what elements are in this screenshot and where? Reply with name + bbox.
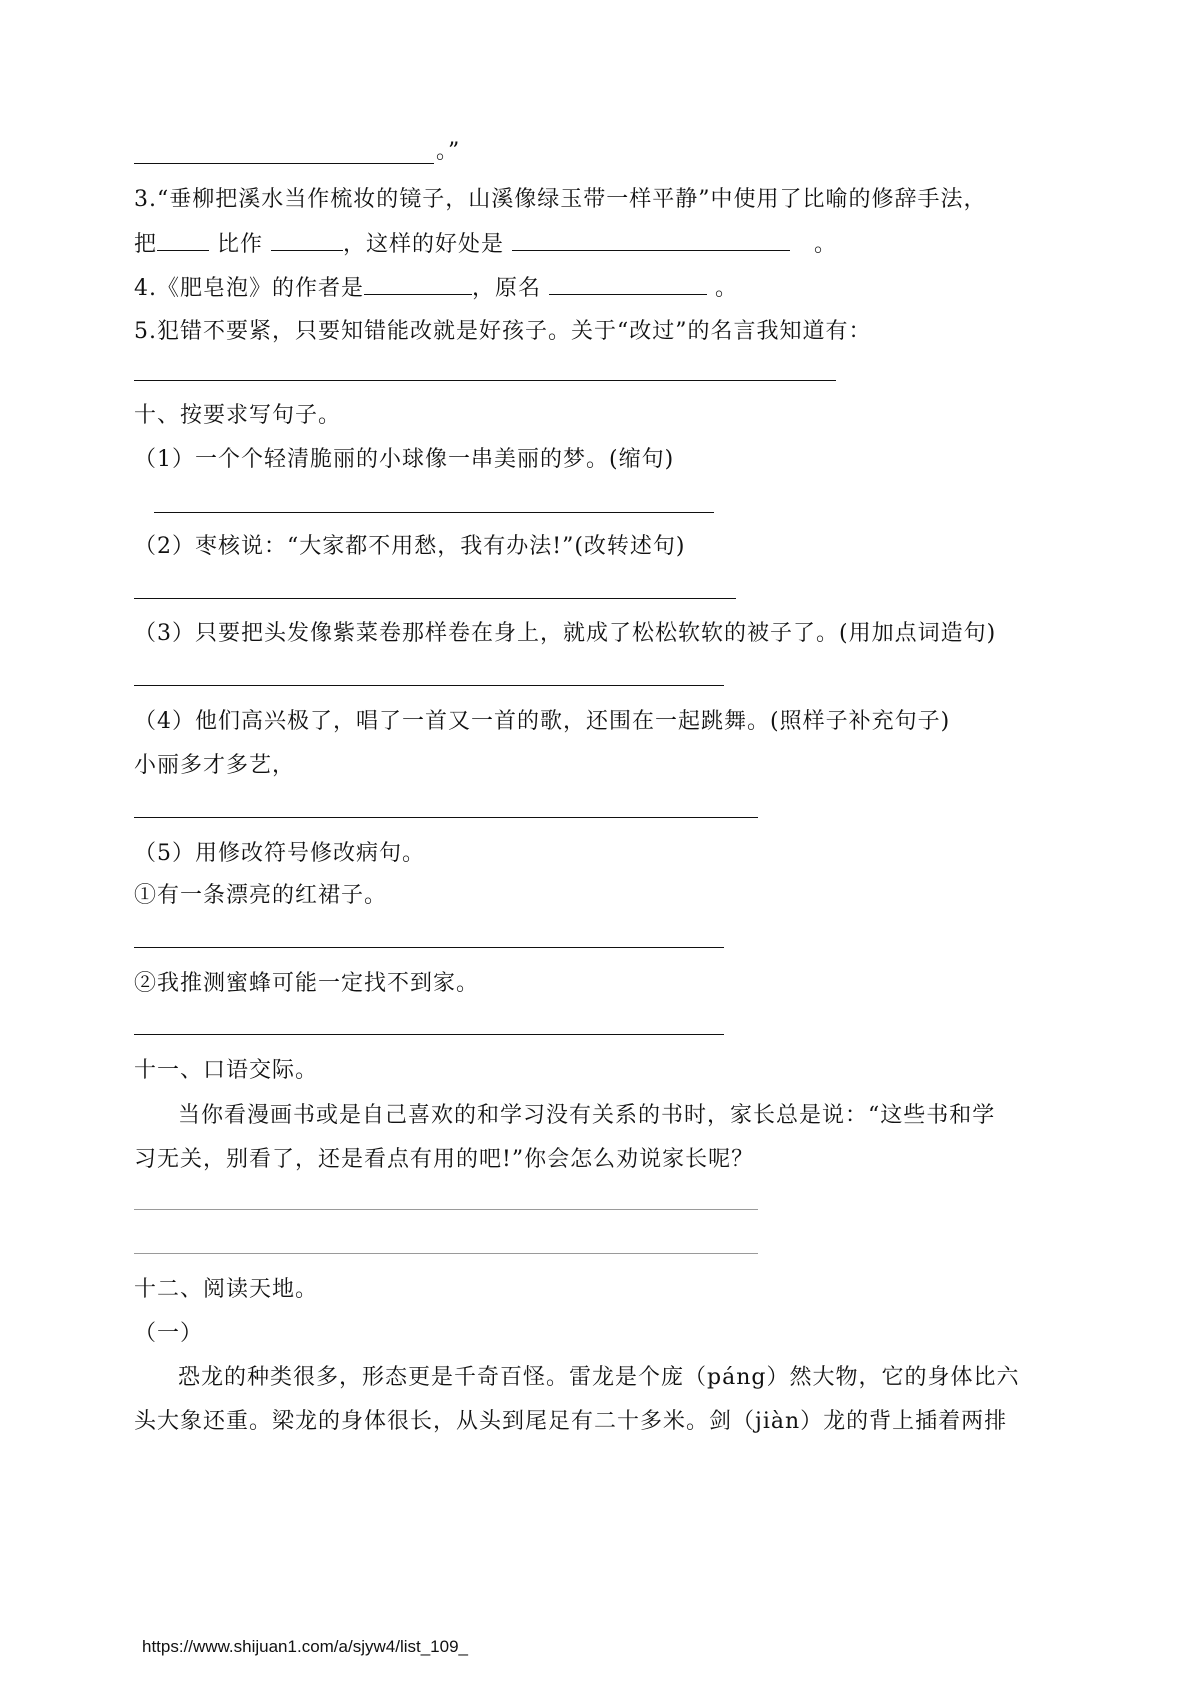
sentence-2: （2）枣核说：“大家都不用愁，我有办法!”(改转述句) xyxy=(134,534,686,559)
q3-text: 3.“垂柳把溪水当作梳妆的镜子，山溪像绿玉带一样平静”中使用了比喻的修辞手法， xyxy=(134,187,987,212)
answer-line[interactable] xyxy=(134,1034,724,1035)
q5-text: 5.犯错不要紧，只要知错能改就是好孩子。关于“改过”的名言我知道有： xyxy=(134,319,872,344)
q3-end: 。 xyxy=(814,232,838,257)
blank-author[interactable] xyxy=(364,272,472,295)
section-11-paragraph-line-1: 当你看漫画书或是自己喜欢的和学习没有关系的书时，家长总是说：“这些书和学 xyxy=(178,1103,996,1128)
answer-line[interactable] xyxy=(134,1253,758,1254)
blank-original-name[interactable] xyxy=(549,272,707,295)
sentence-3: （3）只要把头发像紫菜卷那样卷在身上，就成了松松软软的被子了。(用加点词造句) xyxy=(134,621,997,646)
q3-comma: ，这样的好处是 xyxy=(343,232,505,257)
sentence-5-b: ②我推测蜜蜂可能一定找不到家。 xyxy=(134,971,480,996)
answer-line[interactable] xyxy=(134,598,736,599)
blank-2[interactable] xyxy=(271,228,343,251)
sentence-1: （1）一个个轻清脆丽的小球像一串美丽的梦。(缩句) xyxy=(134,447,675,472)
answer-line[interactable] xyxy=(134,947,724,948)
blank-3[interactable] xyxy=(512,228,790,251)
footer-url[interactable]: https://www.shijuan1.com/a/sjyw4/list_109_ xyxy=(142,1637,468,1656)
q4-prefix: 4.《肥皂泡》的作者是 xyxy=(134,276,364,301)
answer-line[interactable] xyxy=(134,1209,758,1210)
section-11-title: 十一、口语交际。 xyxy=(134,1058,319,1083)
q4-row xyxy=(134,272,738,303)
answer-line[interactable] xyxy=(134,163,434,164)
section-11-paragraph-line-2: 习无关，别看了，还是看点有用的吧!”你会怎么劝说家长呢？ xyxy=(134,1147,755,1172)
q2-end-text: 。” xyxy=(436,139,461,164)
q4-mid: ，原名 xyxy=(472,276,542,301)
sentence-5: （5）用修改符号修改病句。 xyxy=(134,841,425,866)
sentence-5-a: ①有一条漂亮的红裙子。 xyxy=(134,883,388,908)
sentence-4: （4）他们高兴极了，唱了一首又一首的歌，还围在一起跳舞。(照样子补充句子) xyxy=(134,709,951,734)
answer-line[interactable] xyxy=(134,817,758,818)
q4-end: 。 xyxy=(715,276,739,301)
q3-blank-row xyxy=(134,228,837,259)
section-12-title: 十二、阅读天地。 xyxy=(134,1277,319,1302)
answer-line[interactable] xyxy=(154,512,714,513)
section-10-title: 十、按要求写句子。 xyxy=(134,403,342,428)
answer-line[interactable] xyxy=(134,685,724,686)
section-12-paragraph-line-1: 恐龙的种类很多，形态更是千奇百怪。雷龙是个庞（páng）然大物，它的身体比六 xyxy=(178,1365,1020,1390)
answer-line[interactable] xyxy=(134,380,836,381)
q3-bizuo: 比作 xyxy=(217,232,264,257)
section-12-paragraph-line-2: 头大象还重。梁龙的身体很长，从头到尾足有二十多米。剑（jiàn）龙的背上插着两排 xyxy=(134,1409,1008,1434)
blank-1[interactable] xyxy=(157,228,209,251)
sentence-4-start: 小丽多才多艺， xyxy=(134,753,296,778)
section-12-subtitle: （一） xyxy=(134,1321,204,1346)
q3-ba: 把 xyxy=(134,232,158,257)
